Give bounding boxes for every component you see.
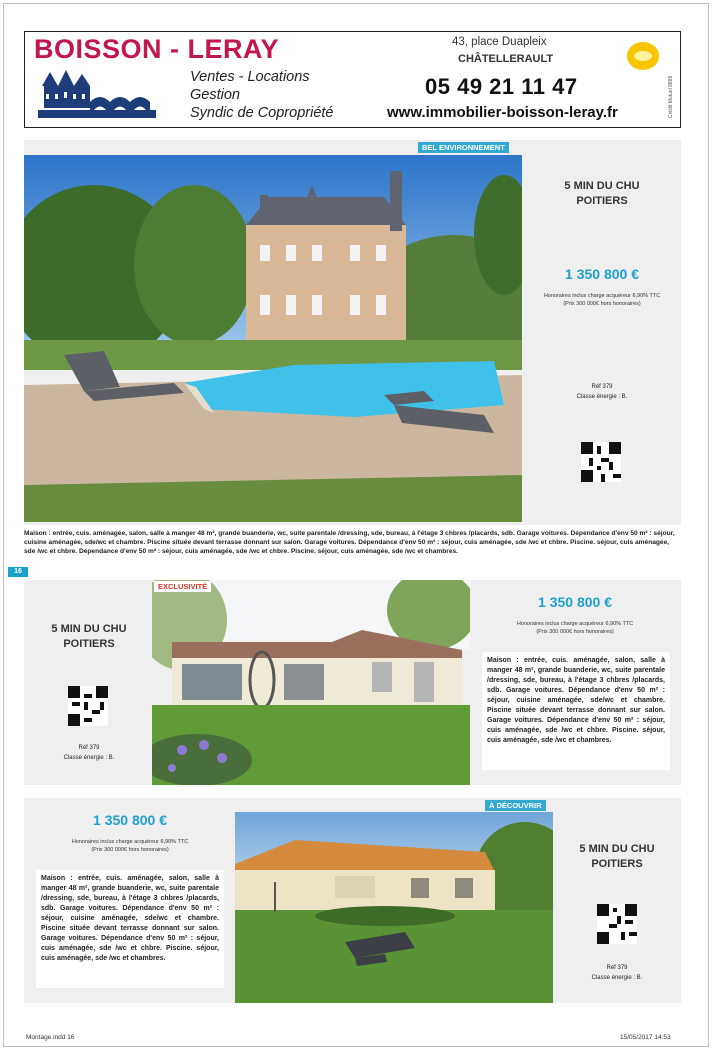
chateau-logo-icon — [38, 66, 156, 122]
listing-1-fees-note: (Prix 300 000€ hors honoraires) — [563, 301, 641, 307]
listing-2-qr-code-icon[interactable] — [68, 686, 108, 726]
listing-2-fees-note: (Prix 300 000€ hors honoraires) — [536, 629, 614, 635]
listing-2-energy: Classe énergie : B. — [63, 755, 115, 761]
listing-1-qr-code-icon[interactable] — [581, 442, 621, 482]
listing-1-energy: Classe énergie : B. — [576, 394, 628, 400]
service-syndic: Syndic de Copropriété — [190, 105, 334, 121]
listing-2-title-line1: 5 MIN DU CHU — [51, 623, 127, 635]
listing-3-qr-code-icon[interactable] — [597, 904, 637, 944]
listing-3-description: Maison : entrée, cuis. aménagée, salon, salle à manger 48 m², grande buanderie, wc, suite parentale /dressing, sde, bureau, à l'étage 3 chbres /placards, sdb. Garage voitures. Dépendance d'env 50 m² : séjour, cuisine aménagée, sde/wc et chambre. Piscine située devant terrasse donnant sur salon. Garage voitures. Dépendance d'env 50 m² : séjour, cuis aménagée, sde /wc et chbre. Piscine. séjour, cuis aménagée, sde /wc et chambres. — [36, 870, 224, 988]
agency-name: BOISSON - LERAY — [34, 34, 280, 64]
footer-date: 15/05/2017 14:53 — [620, 1034, 671, 1041]
listing-1-title-line1: 5 MIN DU CHU — [564, 180, 640, 192]
listing-2-title-line2: POITIERS — [63, 638, 115, 650]
listing-1-photo — [24, 155, 522, 522]
listing-3-energy: Classe énergie : B. — [591, 975, 643, 981]
listing-3-fees-note: (Prix 300 000€ hors honoraires) — [91, 847, 169, 853]
listing-3-badge: À DÉCOUVRIR — [485, 800, 546, 811]
listing-2-price: 1 350 800 € — [538, 594, 612, 610]
listing-1-badge: BEL ENVIRONNEMENT — [418, 142, 509, 153]
listing-2-fees: Honoraires inclus charge acquéreur 6,90% TTC — [516, 621, 634, 627]
agency-address: 43, place Duapleix — [452, 36, 547, 48]
listing-1-fees: Honoraires inclus charge acquéreur 6,90% TTC — [543, 293, 661, 299]
listing-1-price: 1 350 800 € — [565, 266, 639, 282]
service-management: Gestion — [190, 87, 240, 103]
vertical-credit-text: Crédit Mutuel 8888 — [668, 75, 674, 118]
listing-1-title-line2: POITIERS — [576, 195, 628, 207]
agency-phone: 05 49 21 11 47 — [425, 74, 578, 99]
listing-1-ref: Réf 379 — [591, 384, 613, 390]
listing-2-badge: EXCLUSIVITÉ — [154, 581, 211, 592]
listing-3-title-line1: 5 MIN DU CHU — [579, 843, 655, 855]
partner-logo-icon — [624, 40, 662, 72]
listing-2-description: Maison : entrée, cuis. aménagée, salon, salle à manger 48 m², grande buanderie, wc, suite parentale /dressing, sde, bureau, à l'étage 3 chbres /placards, sdb. Garage voitures. Dépendance d'env 50 m² : séjour, cuisine aménagée, sde/wc et chambre. Piscine située devant terrasse donnant sur salon. Garage voitures. Dépendance d'env 50 m² : séjour, cuis aménagée, sde /wc et chbre. Piscine. séjour, cuis aménagée, sde /wc et chambres. — [482, 652, 670, 770]
listing-2-photo — [152, 580, 470, 785]
listing-3-title-line2: POITIERS — [591, 858, 643, 870]
listing-2-ref: Réf 379 — [78, 745, 100, 751]
footer-file: Montage.indd 16 — [26, 1034, 75, 1041]
listing-3-price: 1 350 800 € — [93, 812, 167, 828]
service-sales: Ventes - Locations — [190, 69, 310, 85]
listing-1-description: Maison : entrée, cuis. aménagée, salon, salle à manger 48 m², grande buanderie, wc, suite parentale /dressing, sde, bureau, à l'étage 3 chbres /placards, sdb. Garage voitures. Dépendance d'env 50 m² : séjour, cuisine aménagée, sde/wc et chambre. Piscine située devant terrasse donnant sur salon. Garage voitures. Dépendance d'env 50 m² : séjour, cuis aménagée, sde /wc et chbre. Piscine. séjour, cuis aménagée, sde /wc et chbre. Dépendance d'env 50 m² : séjour, cuis aménagée, sde /wc et chbre. Piscine. séjour, cuis aménagée, sde /wc et chambres. — [24, 530, 675, 555]
listing-3-ref: Réf 379 — [606, 965, 628, 971]
page-number-tag: 16 — [8, 567, 28, 577]
listing-3-fees: Honoraires inclus charge acquéreur 6,90% TTC — [71, 839, 189, 845]
agency-city: CHÂTELLERAULT — [458, 53, 554, 65]
agency-website: www.immobilier-boisson-leray.fr — [387, 104, 618, 121]
listing-3-photo — [235, 812, 553, 1003]
